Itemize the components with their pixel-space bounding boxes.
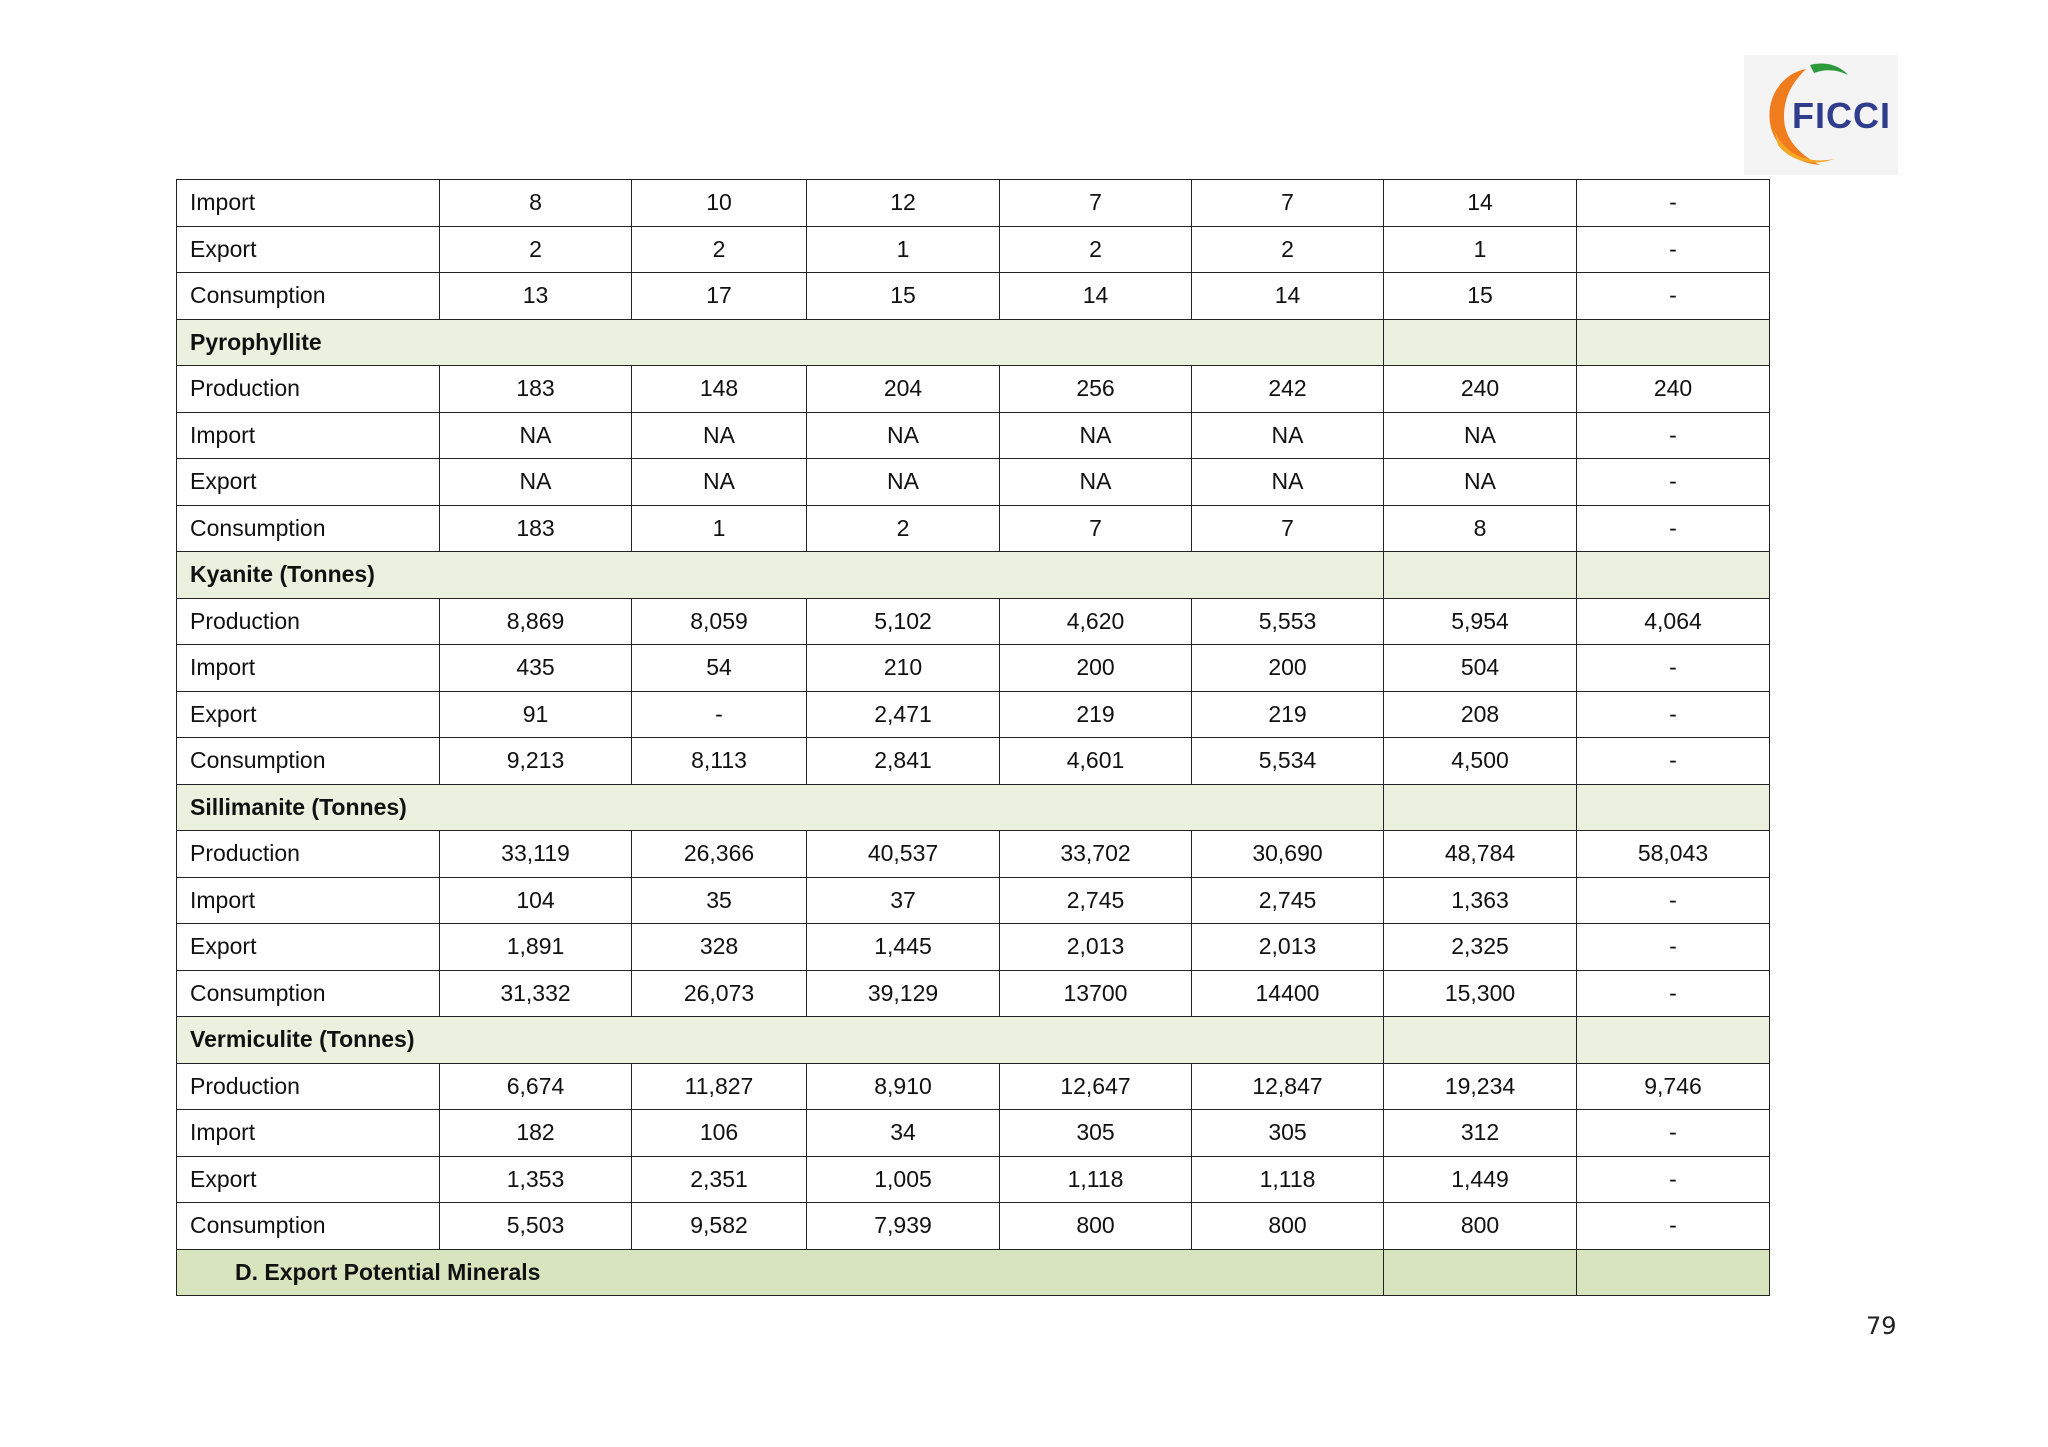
section-empty-cell xyxy=(1577,1249,1770,1296)
table-cell: - xyxy=(1577,1156,1770,1203)
table-row xyxy=(177,273,1770,320)
table-cell: 4,064 xyxy=(1577,598,1770,645)
table-row xyxy=(177,180,1770,227)
table-cell: 14 xyxy=(1192,273,1384,320)
table-cell: 1,363 xyxy=(1384,877,1577,924)
table-cell: 35 xyxy=(632,877,807,924)
section-empty-cell xyxy=(1577,784,1770,831)
table-cell: 4,620 xyxy=(1000,598,1192,645)
table-cell: 435 xyxy=(440,645,632,692)
page-number: 79 xyxy=(1866,1312,1897,1340)
table-cell: 9,213 xyxy=(440,738,632,785)
table-cell: NA xyxy=(1192,459,1384,506)
table-cell: 12 xyxy=(807,180,1000,227)
table-cell: 800 xyxy=(1192,1203,1384,1250)
table-cell: 240 xyxy=(1384,366,1577,413)
table-cell: 5,503 xyxy=(440,1203,632,1250)
row-label: Import xyxy=(177,1110,440,1157)
table-cell: 34 xyxy=(807,1110,1000,1157)
table-cell: - xyxy=(1577,180,1770,227)
table-cell: 7 xyxy=(1192,180,1384,227)
table-cell: - xyxy=(1577,1110,1770,1157)
table-cell: 10 xyxy=(632,180,807,227)
section-empty-cell xyxy=(1577,552,1770,599)
table-cell: 210 xyxy=(807,645,1000,692)
table-cell: 2 xyxy=(440,226,632,273)
section-empty-cell xyxy=(1577,1017,1770,1064)
table-cell: 204 xyxy=(807,366,1000,413)
table-cell: NA xyxy=(1384,459,1577,506)
table-cell: 1,449 xyxy=(1384,1156,1577,1203)
table-cell: 182 xyxy=(440,1110,632,1157)
table-cell: 2,745 xyxy=(1192,877,1384,924)
table-cell: 200 xyxy=(1192,645,1384,692)
table-cell: 148 xyxy=(632,366,807,413)
table-cell: 11,827 xyxy=(632,1063,807,1110)
row-label: Production xyxy=(177,831,440,878)
row-label: Production xyxy=(177,1063,440,1110)
table-cell: 8,113 xyxy=(632,738,807,785)
table-cell: 33,702 xyxy=(1000,831,1192,878)
row-label: Production xyxy=(177,598,440,645)
table-cell: 305 xyxy=(1000,1110,1192,1157)
table-cell: 208 xyxy=(1384,691,1577,738)
table-row xyxy=(177,831,1770,878)
table-cell: NA xyxy=(632,412,807,459)
section-header-row xyxy=(177,784,1770,831)
table-cell: 2,013 xyxy=(1000,924,1192,971)
section-title: D. Export Potential Minerals xyxy=(177,1249,1384,1296)
section-empty-cell xyxy=(1384,319,1577,366)
table-cell: 14 xyxy=(1384,180,1577,227)
table-row xyxy=(177,366,1770,413)
table-cell: 2,841 xyxy=(807,738,1000,785)
row-label: Import xyxy=(177,645,440,692)
ficci-logo xyxy=(1744,55,1898,175)
table-row xyxy=(177,1063,1770,1110)
table-cell: NA xyxy=(1000,459,1192,506)
row-label: Export xyxy=(177,459,440,506)
section-title: Vermiculite (Tonnes) xyxy=(177,1017,1384,1064)
table-row xyxy=(177,598,1770,645)
table-cell: 6,674 xyxy=(440,1063,632,1110)
table-cell: 1,118 xyxy=(1000,1156,1192,1203)
table-cell: 5,534 xyxy=(1192,738,1384,785)
table-cell: 2,471 xyxy=(807,691,1000,738)
table-cell: 200 xyxy=(1000,645,1192,692)
row-label: Export xyxy=(177,691,440,738)
table-cell: 48,784 xyxy=(1384,831,1577,878)
table-row xyxy=(177,738,1770,785)
table-cell: - xyxy=(1577,273,1770,320)
table-cell: NA xyxy=(632,459,807,506)
table-row xyxy=(177,645,1770,692)
table-cell: 12,847 xyxy=(1192,1063,1384,1110)
table-cell: 58,043 xyxy=(1577,831,1770,878)
table-cell: 91 xyxy=(440,691,632,738)
row-label: Consumption xyxy=(177,738,440,785)
table-cell: 1,445 xyxy=(807,924,1000,971)
table-cell: 183 xyxy=(440,505,632,552)
minerals-table xyxy=(176,179,1770,1296)
table-cell: 7,939 xyxy=(807,1203,1000,1250)
row-label: Consumption xyxy=(177,505,440,552)
table-cell: NA xyxy=(807,459,1000,506)
table-cell: 5,954 xyxy=(1384,598,1577,645)
row-label: Import xyxy=(177,412,440,459)
table-cell: NA xyxy=(440,459,632,506)
table-row xyxy=(177,1110,1770,1157)
table-cell: - xyxy=(1577,412,1770,459)
section-empty-cell xyxy=(1384,552,1577,599)
row-label: Production xyxy=(177,366,440,413)
table-cell: 8,910 xyxy=(807,1063,1000,1110)
table-cell: 15 xyxy=(807,273,1000,320)
section-title: Sillimanite (Tonnes) xyxy=(177,784,1384,831)
table-cell: 2,325 xyxy=(1384,924,1577,971)
table-cell: 13700 xyxy=(1000,970,1192,1017)
table-cell: 8,869 xyxy=(440,598,632,645)
table-cell: 14400 xyxy=(1192,970,1384,1017)
table-cell: 31,332 xyxy=(440,970,632,1017)
section-empty-cell xyxy=(1577,319,1770,366)
table-cell: 312 xyxy=(1384,1110,1577,1157)
row-label: Export xyxy=(177,1156,440,1203)
table-cell: - xyxy=(1577,226,1770,273)
table-cell: 256 xyxy=(1000,366,1192,413)
table-cell: 30,690 xyxy=(1192,831,1384,878)
table-cell: NA xyxy=(440,412,632,459)
table-cell: 1,891 xyxy=(440,924,632,971)
table-cell: 7 xyxy=(1000,180,1192,227)
table-cell: 26,366 xyxy=(632,831,807,878)
table-cell: 14 xyxy=(1000,273,1192,320)
table-cell: 104 xyxy=(440,877,632,924)
table-cell: 504 xyxy=(1384,645,1577,692)
table-cell: 1 xyxy=(632,505,807,552)
table-cell: 2 xyxy=(1000,226,1192,273)
table-cell: 4,601 xyxy=(1000,738,1192,785)
table-cell: - xyxy=(1577,459,1770,506)
section-title: Pyrophyllite xyxy=(177,319,1384,366)
table-cell: 2 xyxy=(1192,226,1384,273)
table-cell: 305 xyxy=(1192,1110,1384,1157)
table-cell: 800 xyxy=(1000,1203,1192,1250)
table-row xyxy=(177,412,1770,459)
table-cell: 1,005 xyxy=(807,1156,1000,1203)
table-cell: NA xyxy=(1192,412,1384,459)
table-row xyxy=(177,691,1770,738)
table-cell: - xyxy=(632,691,807,738)
table-cell: 8,059 xyxy=(632,598,807,645)
table-cell: - xyxy=(1577,877,1770,924)
logo-text: FICCI xyxy=(1792,95,1891,136)
section-header-row xyxy=(177,1249,1770,1296)
row-label: Consumption xyxy=(177,273,440,320)
table-cell: - xyxy=(1577,738,1770,785)
table-cell: 12,647 xyxy=(1000,1063,1192,1110)
table-cell: 8 xyxy=(440,180,632,227)
table-cell: 2,351 xyxy=(632,1156,807,1203)
table-cell: 40,537 xyxy=(807,831,1000,878)
table-cell: 54 xyxy=(632,645,807,692)
table-cell: 1,118 xyxy=(1192,1156,1384,1203)
table-cell: 4,500 xyxy=(1384,738,1577,785)
table-cell: 8 xyxy=(1384,505,1577,552)
table-cell: - xyxy=(1577,691,1770,738)
table-row xyxy=(177,970,1770,1017)
table-row xyxy=(177,226,1770,273)
table-cell: 219 xyxy=(1000,691,1192,738)
table-cell: NA xyxy=(1000,412,1192,459)
table-row xyxy=(177,1156,1770,1203)
table-cell: 242 xyxy=(1192,366,1384,413)
table-cell: 240 xyxy=(1577,366,1770,413)
table-row xyxy=(177,1203,1770,1250)
table-cell: 328 xyxy=(632,924,807,971)
table-row xyxy=(177,924,1770,971)
table-cell: 106 xyxy=(632,1110,807,1157)
table-cell: 7 xyxy=(1192,505,1384,552)
table-cell: 5,102 xyxy=(807,598,1000,645)
table-cell: NA xyxy=(807,412,1000,459)
section-title: Kyanite (Tonnes) xyxy=(177,552,1384,599)
section-header-row xyxy=(177,1017,1770,1064)
row-label: Export xyxy=(177,924,440,971)
section-empty-cell xyxy=(1384,1017,1577,1064)
table-cell: 1,353 xyxy=(440,1156,632,1203)
row-label: Import xyxy=(177,180,440,227)
table-cell: 219 xyxy=(1192,691,1384,738)
row-label: Import xyxy=(177,877,440,924)
table-cell: 15,300 xyxy=(1384,970,1577,1017)
table-cell: 37 xyxy=(807,877,1000,924)
table-cell: 19,234 xyxy=(1384,1063,1577,1110)
section-empty-cell xyxy=(1384,784,1577,831)
table-cell: 1 xyxy=(807,226,1000,273)
table-cell: 1 xyxy=(1384,226,1577,273)
table-cell: NA xyxy=(1384,412,1577,459)
table-cell: 2,013 xyxy=(1192,924,1384,971)
table-cell: 2 xyxy=(807,505,1000,552)
section-empty-cell xyxy=(1384,1249,1577,1296)
table-cell: 800 xyxy=(1384,1203,1577,1250)
table-cell: 2 xyxy=(632,226,807,273)
section-header-row xyxy=(177,319,1770,366)
table-cell: 2,745 xyxy=(1000,877,1192,924)
table-cell: 9,582 xyxy=(632,1203,807,1250)
table-cell: - xyxy=(1577,924,1770,971)
table-cell: - xyxy=(1577,970,1770,1017)
table-cell: 183 xyxy=(440,366,632,413)
table-cell: 9,746 xyxy=(1577,1063,1770,1110)
table-cell: 13 xyxy=(440,273,632,320)
row-label: Export xyxy=(177,226,440,273)
section-header-row xyxy=(177,552,1770,599)
table-cell: 7 xyxy=(1000,505,1192,552)
table-row xyxy=(177,505,1770,552)
table-cell: 17 xyxy=(632,273,807,320)
table-row xyxy=(177,459,1770,506)
table-body xyxy=(177,180,1770,1296)
row-label: Consumption xyxy=(177,970,440,1017)
table-row xyxy=(177,877,1770,924)
table-cell: - xyxy=(1577,505,1770,552)
table-cell: 33,119 xyxy=(440,831,632,878)
table-cell: - xyxy=(1577,645,1770,692)
table-cell: 26,073 xyxy=(632,970,807,1017)
table-cell: 39,129 xyxy=(807,970,1000,1017)
table-cell: - xyxy=(1577,1203,1770,1250)
row-label: Consumption xyxy=(177,1203,440,1250)
table-cell: 15 xyxy=(1384,273,1577,320)
table-cell: 5,553 xyxy=(1192,598,1384,645)
